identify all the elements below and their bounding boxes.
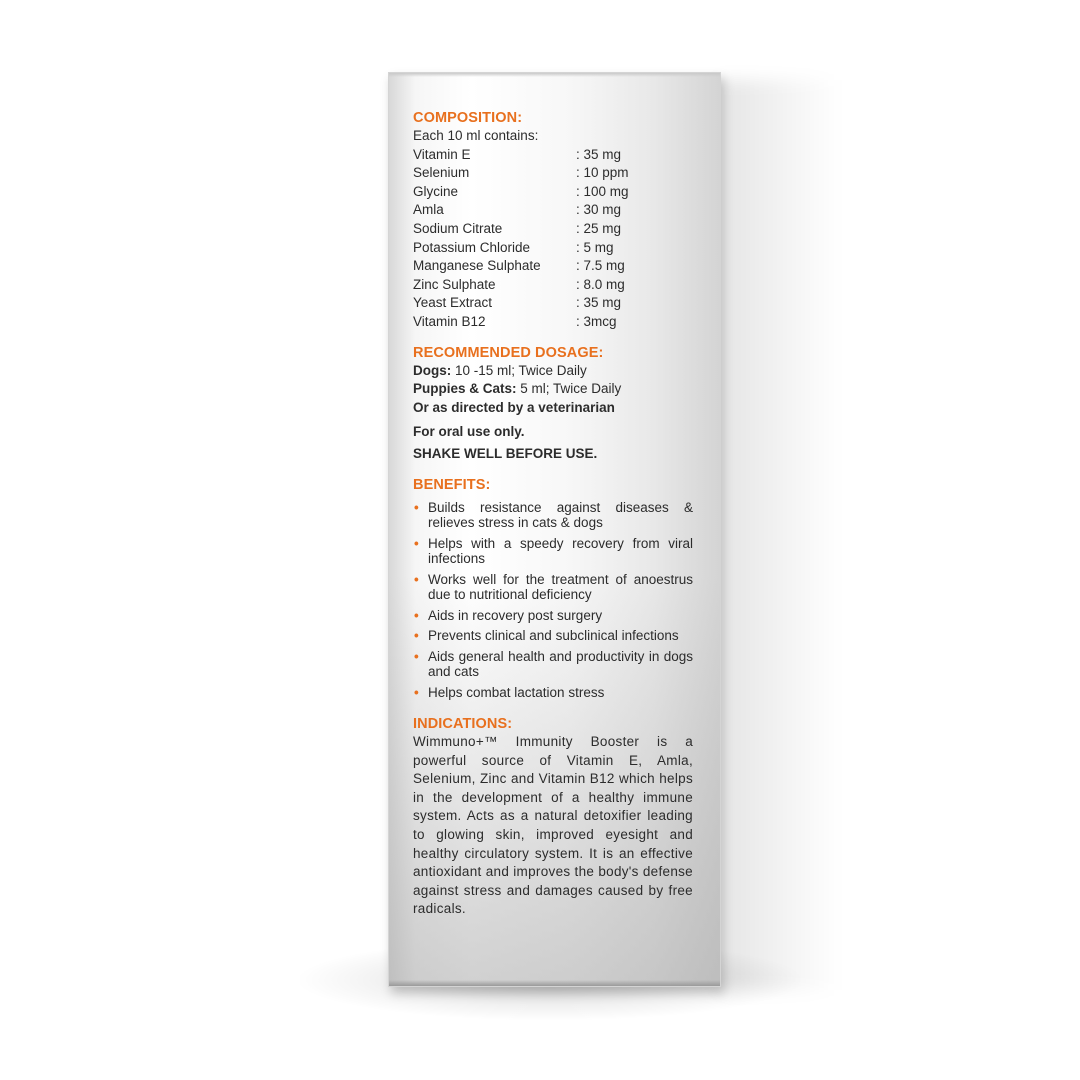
benefit-text: Helps combat lactation stress: [428, 684, 605, 700]
benefit-item: [413, 685, 693, 701]
bullet-icon: •: [414, 648, 419, 664]
benefit-text: Helps with a speedy recovery from viral infections: [428, 535, 693, 566]
ingredient-name: Zinc Sulphate: [413, 276, 496, 292]
ingredient-amount: : 8.0 mg: [576, 276, 625, 292]
indications-text: Wimmuno+™ Immunity Booster is a powerful source of Vitamin E, Amla, Selenium, Zinc and Vitamin B12 which helps in the development of a healthy immune system. Acts as a natural detoxifier leading to glowing skin, improved eyesight and healthy circulatory system. It is an effective antioxidant and improves the body's defense against stress and damages caused by free radicals.: [413, 734, 693, 917]
composition-row: [413, 164, 693, 183]
dosage-puppies: [413, 380, 693, 399]
ingredient-name: Selenium: [413, 165, 470, 181]
bullet-icon: •: [414, 571, 419, 587]
composition-row: [413, 276, 693, 295]
bullet-icon: •: [414, 607, 419, 623]
composition-table: [413, 146, 693, 332]
ingredient-amount: : 25 mg: [576, 220, 622, 236]
ingredient-name: Yeast Extract: [413, 295, 493, 311]
ingredient-amount: : 35 mg: [576, 295, 622, 311]
benefit-item: [413, 608, 693, 624]
bullet-icon: •: [414, 628, 419, 643]
ingredient-name: Potassium Chloride: [413, 239, 531, 255]
benefits-list: [413, 500, 693, 701]
spacer: [413, 464, 693, 476]
ingredient-name: Glycine: [413, 183, 459, 199]
box-bottom-edge: [389, 980, 720, 986]
oral-use-note: For oral use only.: [413, 424, 525, 440]
composition-row: [413, 313, 693, 332]
spacer: [413, 705, 693, 715]
composition-row: [413, 220, 693, 239]
ingredient-amount: : 7.5 mg: [576, 258, 625, 274]
product-box-back-panel: [388, 72, 721, 987]
benefit-text: Builds resistance against diseases & relieves stress in cats & dogs: [428, 499, 693, 530]
bullet-icon: •: [414, 535, 419, 551]
dosage-puppies-label: Puppies & Cats:: [413, 381, 517, 397]
dosage-dogs: [413, 362, 693, 381]
indications-heading: INDICATIONS:: [413, 716, 513, 732]
composition-row: [413, 239, 693, 258]
composition-row: [413, 183, 693, 202]
benefit-item: [413, 628, 693, 644]
composition-row: [413, 257, 693, 276]
benefit-text: Prevents clinical and subclinical infections: [428, 628, 679, 643]
bullet-icon: •: [414, 499, 419, 515]
dosage-vet-note: Or as directed by a veterinarian: [413, 399, 615, 415]
composition-row: [413, 201, 693, 220]
bullet-icon: •: [414, 684, 419, 700]
composition-intro: Each 10 ml contains:: [413, 128, 539, 143]
ingredient-name: Vitamin E: [413, 146, 471, 162]
benefit-item: [413, 572, 693, 603]
dosage-heading: RECOMMENDED DOSAGE:: [413, 344, 604, 361]
ingredient-name: Vitamin B12: [413, 313, 486, 329]
dosage-puppies-text: 5 ml; Twice Daily: [516, 381, 622, 397]
composition-row: [413, 294, 693, 313]
benefits-heading: BENEFITS:: [413, 476, 491, 493]
ingredient-amount: : 10 ppm: [576, 165, 629, 181]
ingredient-amount: : 100 mg: [576, 183, 629, 199]
label-content: [413, 109, 693, 919]
spacer: [413, 332, 693, 344]
benefit-text: Aids general health and productivity in dogs and cats: [428, 648, 693, 679]
ingredient-amount: : 35 mg: [576, 146, 622, 162]
ingredient-amount: : 5 mg: [576, 239, 614, 255]
ingredient-name: Amla: [413, 202, 444, 218]
composition-row: [413, 146, 693, 165]
benefit-item: [413, 649, 693, 680]
box-top-edge: [389, 73, 720, 77]
side-shadow: [720, 80, 840, 990]
benefit-item: [413, 536, 693, 567]
ingredient-amount: : 30 mg: [576, 202, 622, 218]
benefit-text: Works well for the treatment of anoestrus due to nutritional deficiency: [428, 571, 693, 602]
dosage-dogs-text: 10 -15 ml; Twice Daily: [451, 362, 587, 378]
composition-heading: COMPOSITION:: [413, 110, 523, 126]
shake-note: SHAKE WELL BEFORE USE.: [413, 445, 598, 461]
dosage-dogs-label: Dogs:: [413, 362, 452, 378]
ingredient-name: Sodium Citrate: [413, 220, 503, 236]
benefit-item: [413, 500, 693, 531]
ingredient-amount: : 3mcg: [576, 313, 617, 329]
ingredient-name: Manganese Sulphate: [413, 258, 541, 274]
benefit-text: Aids in recovery post surgery: [428, 607, 603, 623]
